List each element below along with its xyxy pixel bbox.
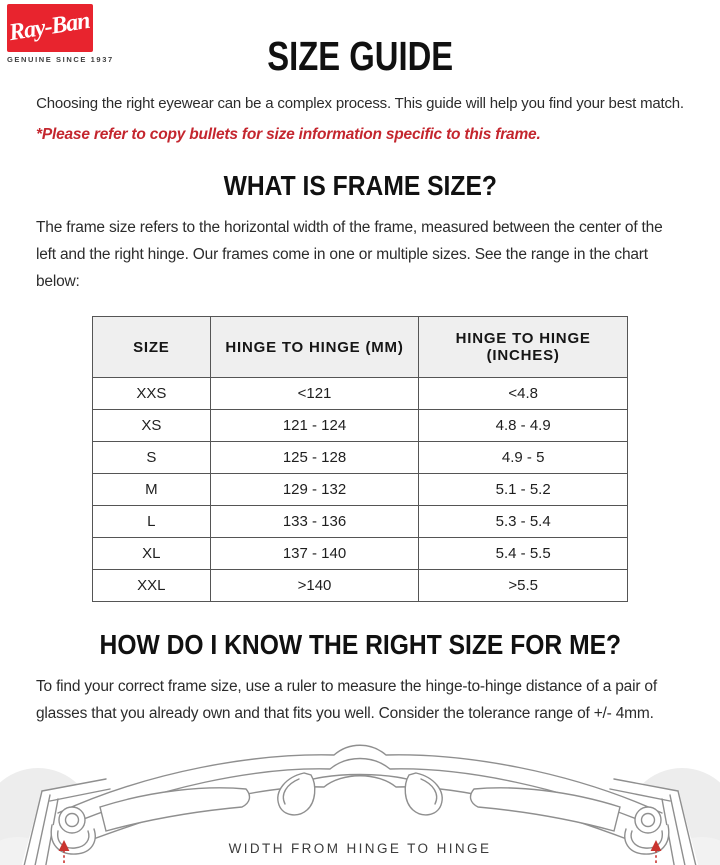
cell-mm: <121 (210, 378, 419, 410)
cell-inches: 5.3 - 5.4 (419, 506, 628, 538)
table-row (93, 570, 628, 602)
cell-size: L (93, 506, 211, 538)
size-table-body (93, 378, 628, 602)
cell-mm: 129 - 132 (210, 474, 419, 506)
column-header-inches: HINGE TO HINGE (INCHES) (419, 317, 628, 378)
cell-inches: 4.8 - 4.9 (419, 410, 628, 442)
right-size-description: To find your correct frame size, use a ruler to measure the hinge-to-hinge distance of a pair of glasses that you already own and that fits you well. Consider the tolerance range of +/- 4mm. (36, 678, 657, 722)
cell-inches: 4.9 - 5 (419, 442, 628, 474)
cell-size: XXL (93, 570, 211, 602)
section-heading-frame-size: WHAT IS FRAME SIZE? (223, 170, 497, 201)
cell-size: XXS (93, 378, 211, 410)
cell-inches: >5.5 (419, 570, 628, 602)
page-title: SIZE GUIDE (267, 33, 453, 79)
table-row (93, 378, 628, 410)
table-row (93, 474, 628, 506)
cell-mm: 125 - 128 (210, 442, 419, 474)
frame-note-text: *Please refer to copy bullets for size information specific to this frame. (36, 126, 541, 143)
table-row (93, 506, 628, 538)
cell-size: S (93, 442, 211, 474)
cell-mm: 137 - 140 (210, 538, 419, 570)
glasses-top-view-illustration (0, 729, 720, 865)
hinge-width-diagram (0, 729, 720, 865)
section-heading-right-size: HOW DO I KNOW THE RIGHT SIZE FOR ME? (99, 629, 621, 660)
column-header-mm: HINGE TO HINGE (MM) (210, 317, 419, 378)
table-row (93, 538, 628, 570)
cell-inches: 5.1 - 5.2 (419, 474, 628, 506)
rayban-logo-tagline: GENUINE SINCE 1937 (7, 55, 114, 64)
intro-text: Choosing the right eyewear can be a complex process. This guide will help you find your best match. (36, 95, 684, 112)
size-table (92, 316, 628, 602)
cell-mm: 121 - 124 (210, 410, 419, 442)
size-table-header (93, 317, 628, 378)
cell-mm: 133 - 136 (210, 506, 419, 538)
cell-inches: <4.8 (419, 378, 628, 410)
table-row (93, 410, 628, 442)
table-header-row (93, 317, 628, 378)
column-header-size: SIZE (93, 317, 211, 378)
cell-size: XS (93, 410, 211, 442)
frame-size-description: The frame size refers to the horizontal width of the frame, measured between the center of the left and the right hinge. Our frames come in one or multiple sizes. See the range in the chart below: (36, 219, 663, 290)
rayban-logo (7, 4, 114, 64)
rayban-logo-mark (7, 4, 93, 52)
diagram-label: WIDTH FROM HINGE TO HINGE (228, 841, 492, 856)
table-row (93, 442, 628, 474)
cell-size: XL (93, 538, 211, 570)
cell-inches: 5.4 - 5.5 (419, 538, 628, 570)
rayban-logo-script: Ray-Ban (7, 7, 92, 46)
cell-mm: >140 (210, 570, 419, 602)
cell-size: M (93, 474, 211, 506)
